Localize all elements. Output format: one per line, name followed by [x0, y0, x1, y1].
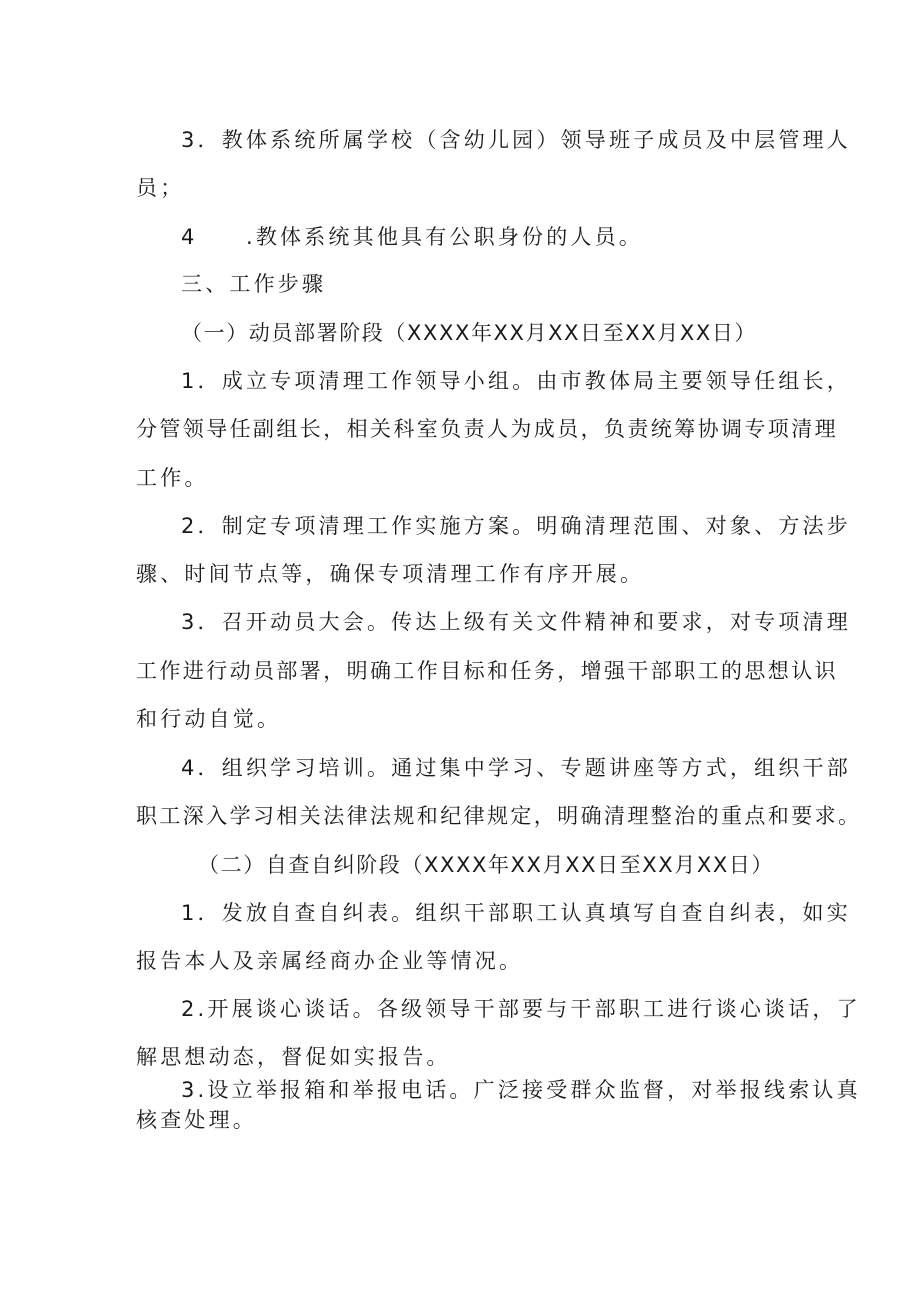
subsection-heading-mobilization: （一）动员部署阶段（XXXX年XX月XX日至XX月XX日）: [181, 321, 758, 345]
step-2-line-2: 骤、时间节点等，确保专项清理工作有序开展。: [136, 562, 645, 586]
self-check-step-3-line-1: 3.设立举报箱和举报电话。广泛接受群众监督，对举报线索认真: [181, 1078, 861, 1102]
list-item-3-line-1: 3．教体系统所属学校（含幼儿园）领导班子成员及中层管理人: [181, 128, 851, 152]
list-item-3-line-2: 员；: [136, 176, 185, 200]
step-4-line-2: 职工深入学习相关法律法规和纪律规定，明确清理整治的重点和要求。: [136, 804, 862, 828]
subsection-heading-self-inspection: （二）自查自纠阶段（XXXX年XX月XX日至XX月XX日）: [198, 853, 775, 877]
section-heading-work-steps: 三、工作步骤: [181, 272, 327, 296]
list-item-4: 4 .教体系统其他具有公职身份的人员。: [181, 225, 644, 249]
self-check-step-1-line-2: 报告本人及亲属经商办企业等情况。: [136, 949, 524, 973]
step-3-line-1: 3．召开动员大会。传达上级有关文件精神和要求，对专项清理: [181, 610, 851, 634]
step-4-line-1: 4．组织学习培训。通过集中学习、专题讲座等方式，组织干部: [181, 756, 851, 780]
step-2-line-1: 2．制定专项清理工作实施方案。明确清理范围、对象、方法步: [181, 514, 851, 538]
self-check-step-2-line-1: 2.开展谈心谈话。各级领导干部要与干部职工进行谈心谈话，了: [181, 997, 861, 1021]
self-check-step-2-line-2: 解思想动态，督促如实报告。: [136, 1045, 451, 1069]
step-1-line-3: 工作。: [136, 466, 209, 490]
self-check-step-3-line-2: 核查处理。: [136, 1108, 257, 1132]
step-1-line-1: 1．成立专项清理工作领导小组。由市教体局主要领导任组长，: [181, 369, 851, 393]
step-1-line-2: 分管领导任副组长，相关科室负责人为成员，负责统筹协调专项清理: [136, 417, 838, 441]
step-3-line-3: 和行动自觉。: [136, 707, 282, 731]
step-3-line-2: 工作进行动员部署，明确工作目标和任务，增强干部职工的思想认识: [136, 659, 838, 683]
self-check-step-1-line-1: 1．发放自查自纠表。组织干部职工认真填写自查自纠表，如实: [181, 901, 851, 925]
